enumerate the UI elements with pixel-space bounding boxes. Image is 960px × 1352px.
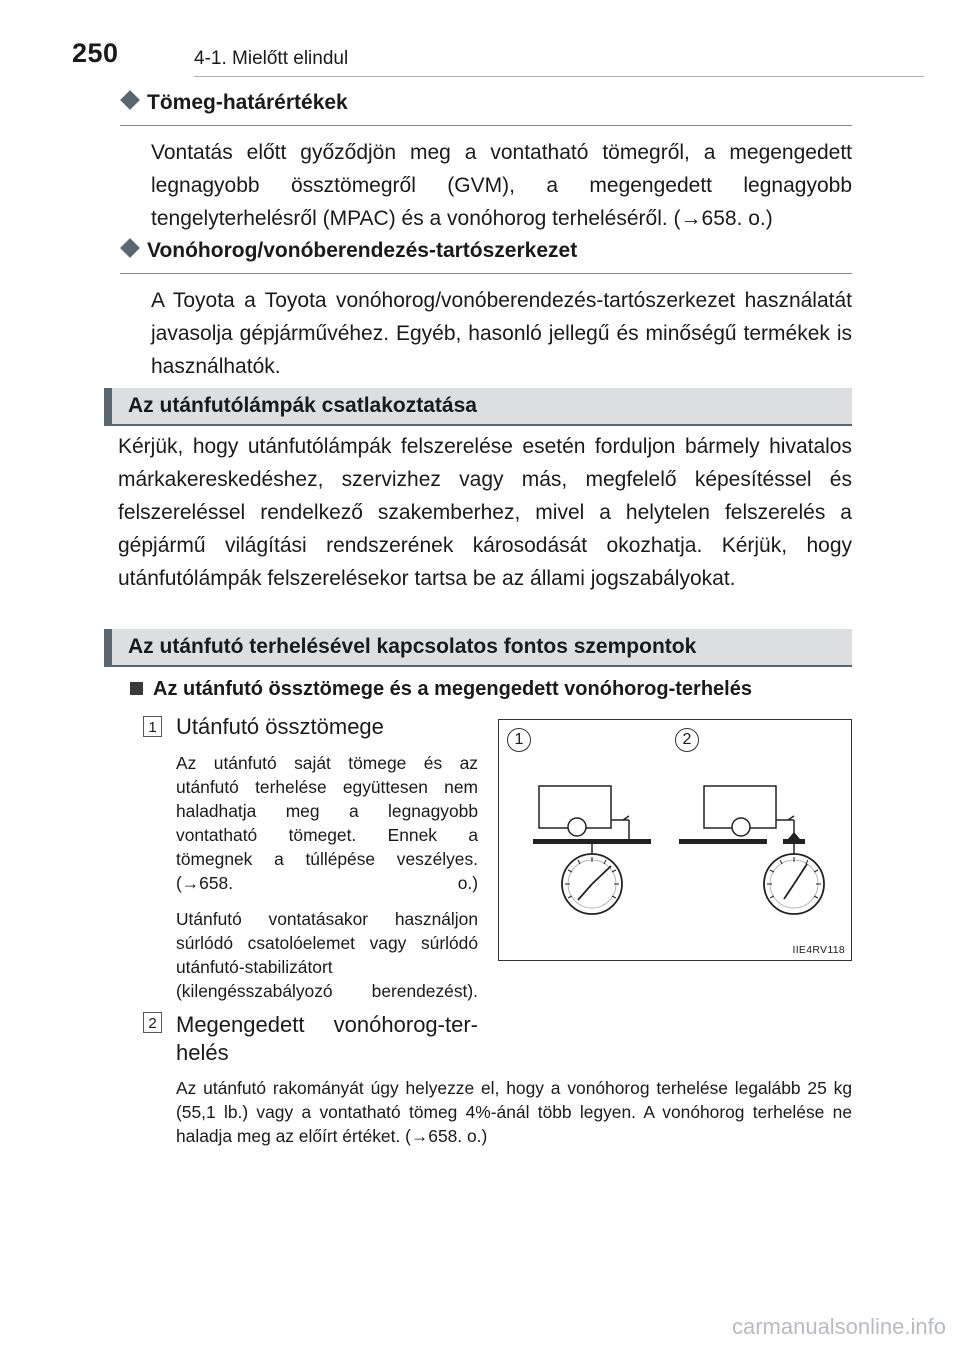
scale-platform-left	[533, 839, 651, 844]
page-header	[72, 38, 852, 74]
item1-paragraph-2: Utánfutó vontatásakor használjon súrlódó csatolóelemet vagy súrlódó utánfutó-stabilizátort (kilengésszabályozó berendezést).	[176, 909, 478, 1001]
band-rule	[104, 424, 852, 426]
figure-code: IIE4RV118	[792, 944, 845, 956]
site-watermark: carmanualsonline.info	[731, 1314, 946, 1339]
item1-title: Utánfutó össztömege	[176, 714, 384, 739]
hitch-body: A Toyota a Toyota vonóhorog/vonóberendezés-tartószerkezet használatát javasolja gépjárművéhez. Egyéb, hasonló jellegű és minőségű termékek is használhatók.	[151, 289, 852, 378]
loading-section-band: Az utánfutó terhelésével kapcsolatos fontos szempontok	[104, 629, 852, 665]
trailer-mass-illustration	[533, 786, 651, 914]
lamps-section-band: Az utánfutólámpák csatlakoztatása	[104, 388, 852, 424]
trailer-wheel-right	[732, 818, 750, 836]
item2-title-line1: Megengedett vonóhorog-ter-	[176, 1012, 478, 1037]
heading-rule	[120, 273, 852, 274]
page-number: 250	[72, 38, 119, 68]
hitch-load-illustration	[679, 786, 824, 914]
section-label: 4-1. Mielőtt elindul	[194, 48, 349, 69]
scale-platform-right	[783, 839, 805, 844]
loading-subheading	[130, 678, 752, 701]
trailer-wheel-left	[568, 818, 586, 836]
trailer-load-figure	[498, 719, 852, 961]
header-rule	[194, 76, 924, 77]
hitch-heading	[120, 239, 852, 263]
figure-label-2: 2	[675, 728, 699, 752]
lamps-body: Kérjük, hogy utánfutólámpák felszerelése esetén forduljon bármely hivatalos márkakereskedéshez, szervizhez vagy más, megfelelő képesítéssel és felszereléssel rendelkező szakemberhez, mivel a helytelen felszerelés a gépjármű világítási rendszerének károsodását okozhatja. Kérjük, hogy utánfutólámpák felszerelésekor tartsa be az állami jogszabályokat.	[118, 435, 852, 590]
ground-line-right	[679, 839, 767, 844]
figure-label-1: 1	[507, 728, 531, 752]
mass-limits-body: Vontatás előtt győződjön meg a vontatható tömegről, a megengedett legnagyobb össztömegről (GVM), a megengedett legnagyobb tengelyterhelésről (MPAC) és a vonóhorog terheléséről. (→658. o.)	[151, 141, 852, 230]
diamond-bullet-icon	[120, 90, 140, 110]
heading-rule	[120, 125, 852, 126]
hitch-jack-right	[788, 832, 800, 839]
trailer-diagram-svg	[499, 720, 850, 959]
item2-title-line2: helés	[176, 1040, 229, 1065]
band-rule	[104, 665, 852, 667]
loading-subtitle: Az utánfutó össztömege és a megengedett vonóhorog-terhelés	[153, 678, 752, 700]
item1-paragraph-1: Az utánfutó saját tömege és az utánfutó terhelése együttesen nem haladhatja meg a legnagyobb vontatható tömeget. Ennek a tömegnek a túllépése veszélyes. (→658. o.)	[176, 753, 478, 893]
diamond-bullet-icon	[120, 238, 140, 258]
item2-body: Az utánfutó rakományát úgy helyezze el, hogy a vonóhorog terhelése legalább 25 kg (55,1 lb.) vagy a vontatható tömeg 4%-ánál több legyen. A vonóhorog terhelése ne haladja meg az előírt értéket. (→658. o.)	[176, 1078, 852, 1146]
hitch-title: Vonóhorog/vonóberendezés-tartószerkezet	[147, 239, 578, 262]
mass-limits-title: Tömeg-határértékek	[147, 91, 348, 114]
mass-limits-heading	[120, 91, 852, 115]
item-number-1: 1	[143, 716, 162, 737]
item-number-2: 2	[143, 1012, 162, 1033]
square-bullet-icon	[130, 682, 143, 695]
